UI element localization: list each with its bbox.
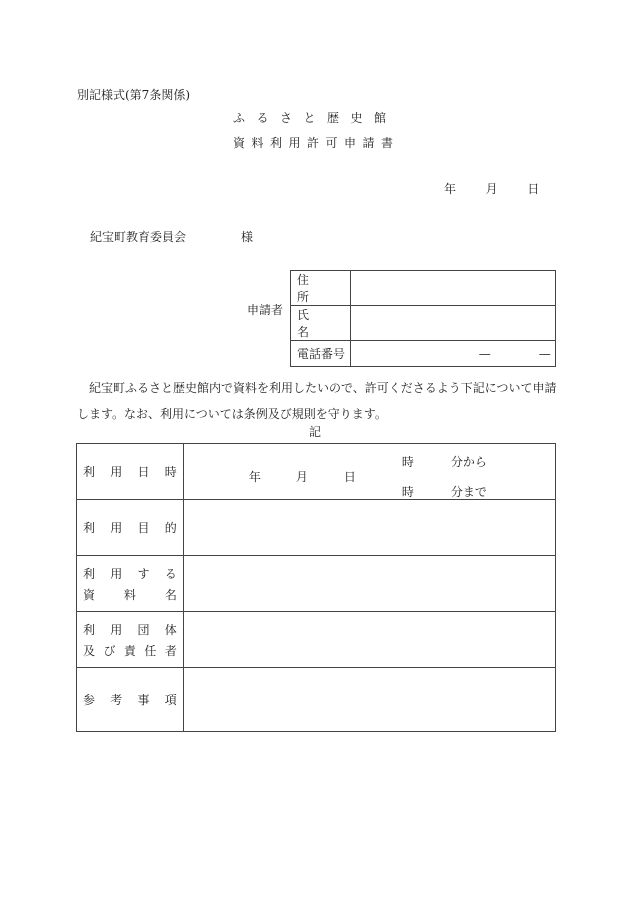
usage-day-label: 日 bbox=[343, 470, 356, 484]
label-material-name-line1: 利 用 す る bbox=[83, 566, 177, 581]
usage-end-hour-label: 時 bbox=[401, 485, 414, 499]
phone-dash-1: — bbox=[478, 347, 491, 361]
date-field[interactable] bbox=[444, 183, 539, 195]
request-table bbox=[76, 443, 556, 732]
applicant-label: 申請者 bbox=[247, 303, 284, 317]
field-material-name[interactable] bbox=[183, 556, 555, 612]
phone-dash-2: — bbox=[538, 347, 551, 361]
label-material-name bbox=[77, 556, 184, 612]
date-month-label: 月 bbox=[485, 182, 498, 196]
addressee-name: 紀宝町教育委員会 bbox=[90, 230, 187, 244]
row-usage-purpose bbox=[77, 500, 556, 556]
label-organization-line2: 及 び 責 任 者 bbox=[83, 643, 177, 658]
date-day-label: 日 bbox=[527, 182, 540, 196]
row-reference bbox=[77, 668, 556, 732]
usage-year-label: 年 bbox=[248, 470, 261, 484]
form-label: 別記様式(第7条関係) bbox=[77, 88, 190, 102]
applicant-table bbox=[290, 270, 556, 367]
usage-month-label: 月 bbox=[295, 470, 308, 484]
ki-label: 記 bbox=[309, 425, 322, 439]
applicant-row-name bbox=[291, 306, 556, 341]
label-organization-line1: 利 用 団 体 bbox=[83, 622, 177, 637]
usage-start-hour-label: 時 bbox=[401, 455, 414, 469]
field-reference[interactable] bbox=[183, 668, 555, 732]
usage-start-minute-label: 分から bbox=[450, 455, 487, 469]
field-usage-datetime[interactable] bbox=[183, 444, 555, 500]
applicant-row-phone bbox=[291, 341, 556, 367]
row-usage-datetime bbox=[77, 444, 556, 500]
usage-end-minute-label: 分まで bbox=[450, 485, 487, 499]
label-usage-purpose-text: 利 用 目 的 bbox=[83, 521, 177, 535]
applicant-key-phone: 電話番号 bbox=[291, 341, 351, 367]
title-line1: ふるさと歴史館 bbox=[233, 111, 398, 125]
label-reference bbox=[77, 668, 184, 732]
label-usage-datetime bbox=[77, 444, 184, 500]
date-year-label: 年 bbox=[444, 182, 457, 196]
row-material-name bbox=[77, 556, 556, 612]
field-organization[interactable] bbox=[183, 612, 555, 668]
title-line2: 資料利用許可申請書 bbox=[233, 136, 400, 150]
label-usage-purpose bbox=[77, 500, 184, 556]
applicant-address-field[interactable] bbox=[350, 271, 555, 306]
label-usage-datetime-text: 利 用 日 時 bbox=[83, 465, 177, 479]
applicant-phone-field[interactable] bbox=[350, 341, 555, 367]
applicant-row-address bbox=[291, 271, 556, 306]
row-organization bbox=[77, 612, 556, 668]
label-organization bbox=[77, 612, 184, 668]
body-text: 紀宝町ふるさと歴史館内で資料を利用したいので、許可くださるよう下記について申請します。なお、利用については条例及び規則を守ります。 bbox=[77, 381, 557, 421]
applicant-key-address: 住所 bbox=[291, 271, 351, 306]
field-usage-purpose[interactable] bbox=[183, 500, 555, 556]
addressee-honorific: 様 bbox=[241, 230, 254, 244]
applicant-name-field[interactable] bbox=[350, 306, 555, 341]
label-material-name-line2: 資 料 名 bbox=[83, 587, 177, 602]
label-reference-text: 参 考 事 項 bbox=[83, 693, 177, 707]
applicant-key-name: 氏名 bbox=[291, 306, 351, 341]
